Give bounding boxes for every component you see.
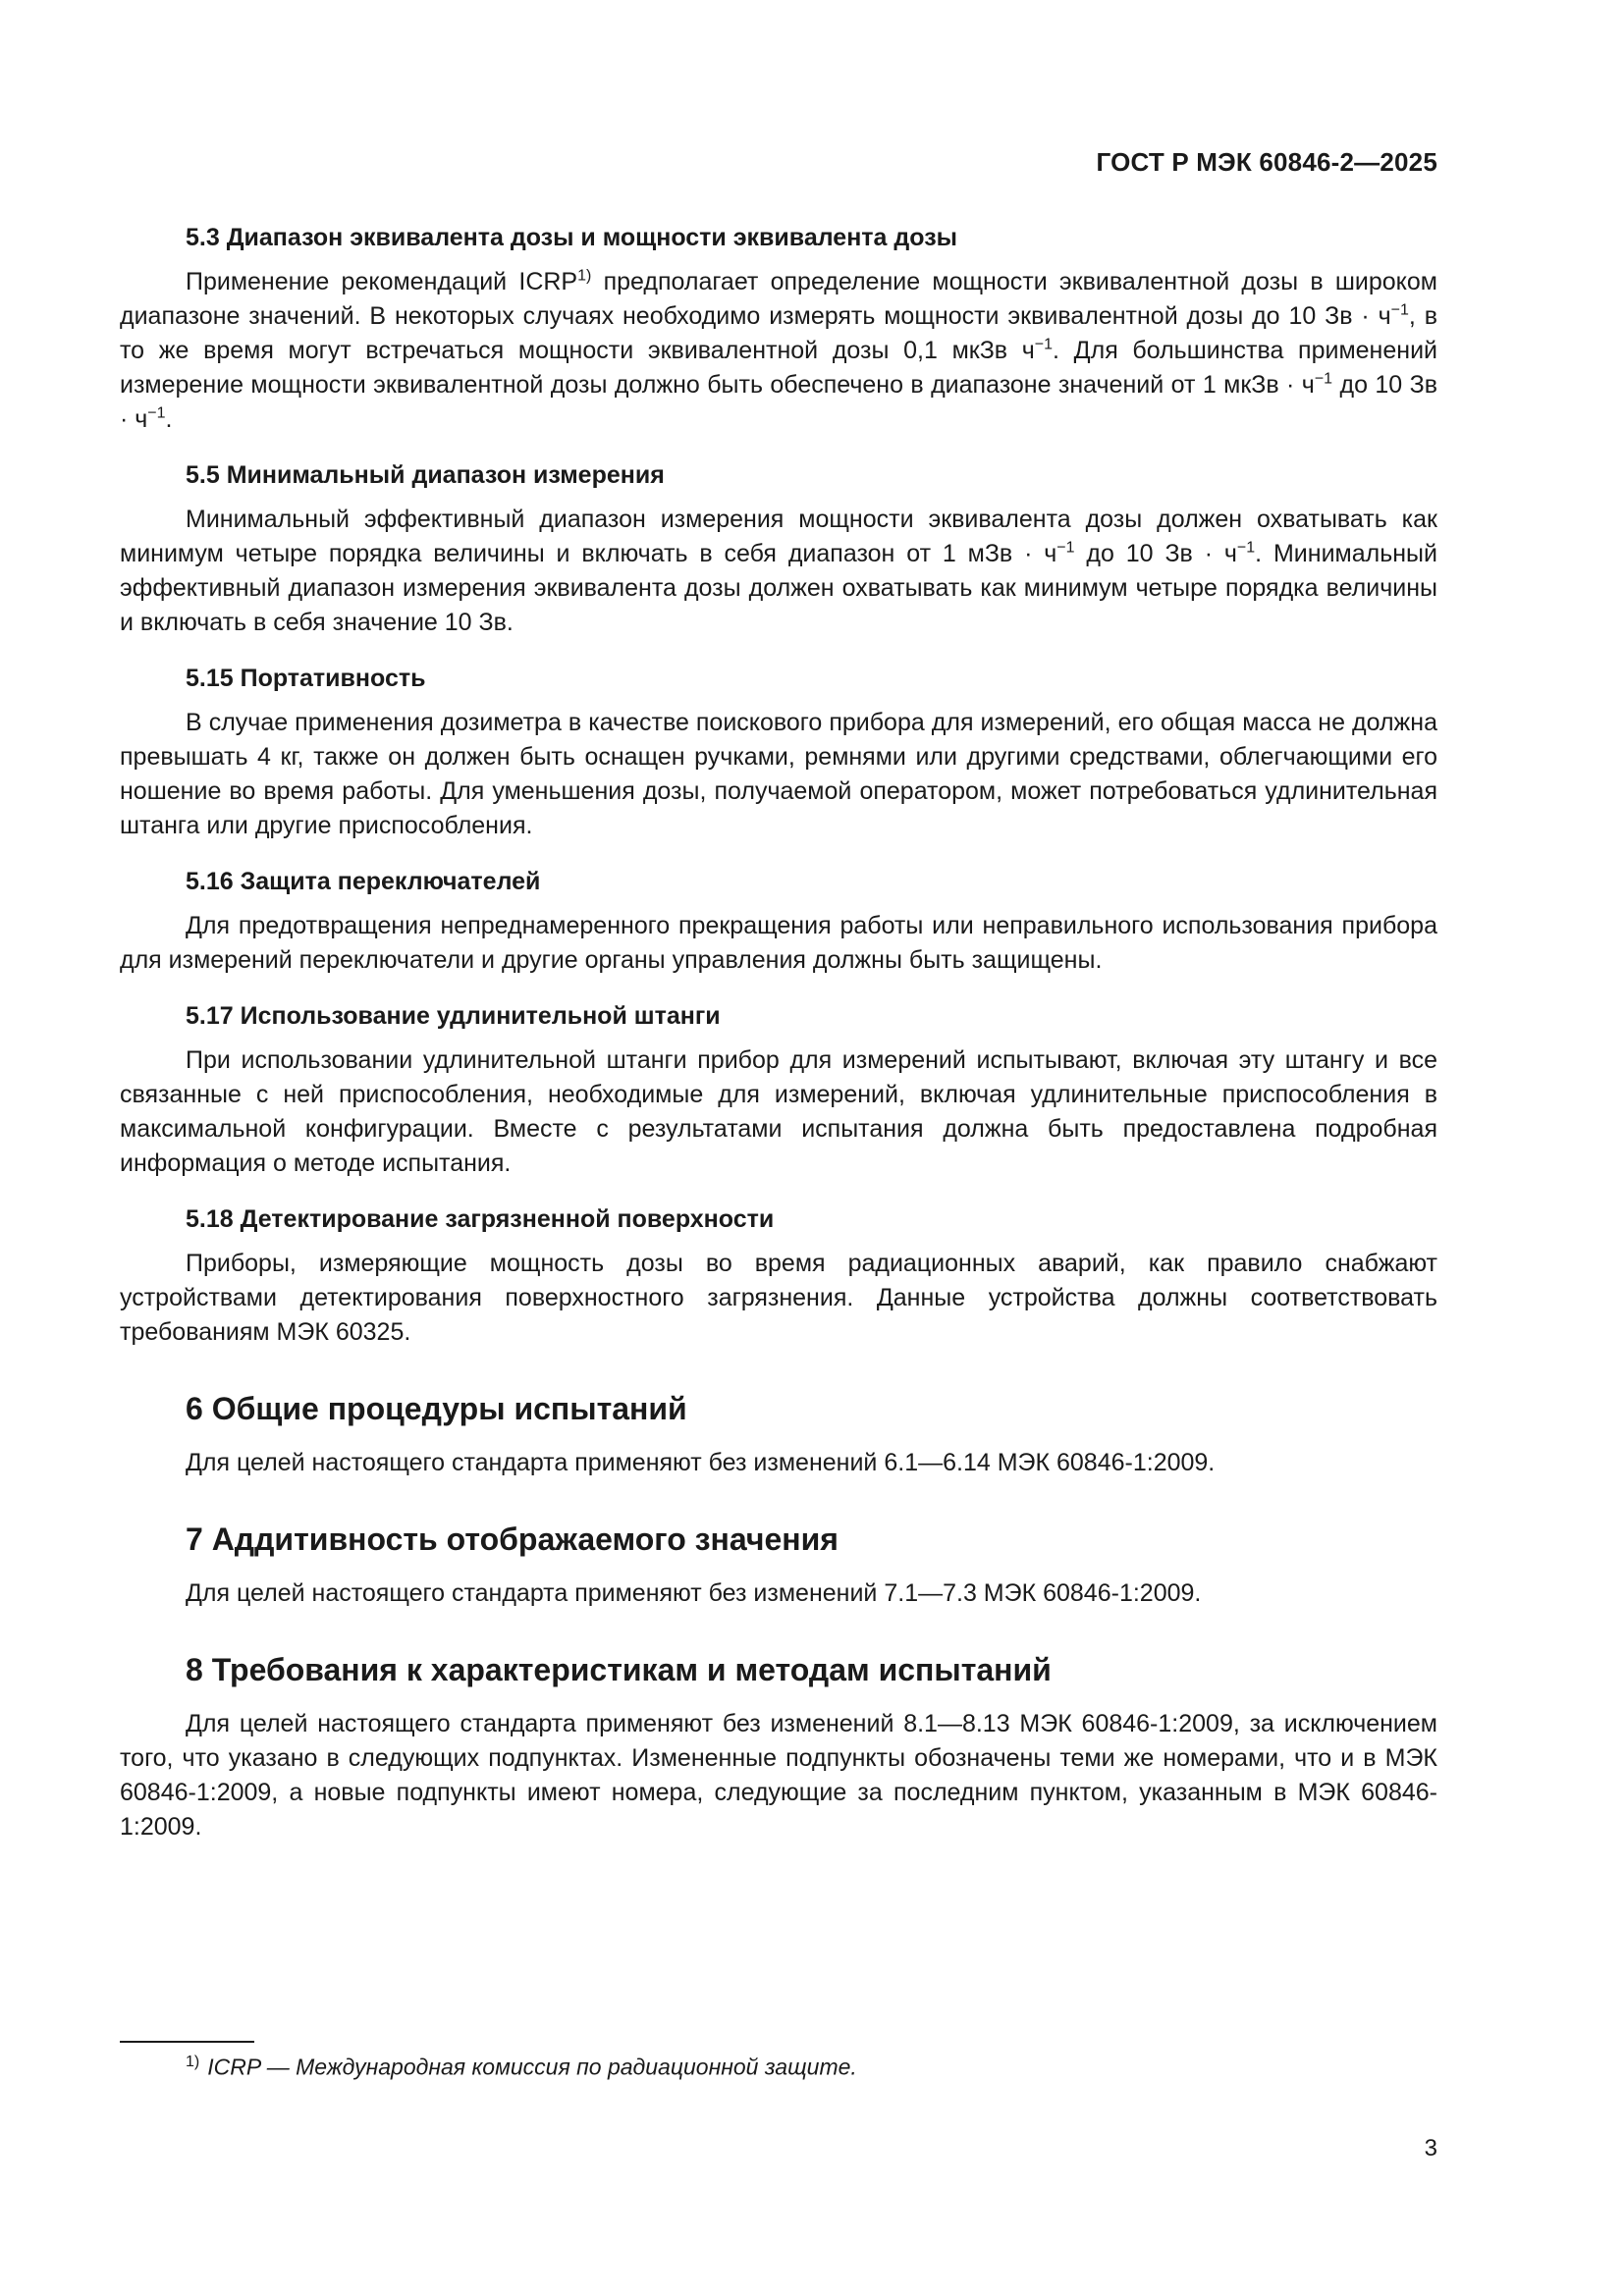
clause-5-16-text: Для предотвращения непреднамеренного прекращения работы или неправильного использования прибора для измерений переключатели и другие органы управления должны быть защищены. bbox=[120, 912, 1437, 974]
exponent: −1 bbox=[147, 404, 166, 422]
section-7-heading: 7 Аддитивность отображаемого значения bbox=[186, 1522, 839, 1557]
clause-5-18-text: Приборы, измеряющие мощность дозы во время радиационных аварий, как правило снабжают устройствами детектирования поверхностного загрязнения. Данные устройства должны соответствовать требованиям МЭК 60325. bbox=[120, 1250, 1437, 1346]
section-6-text: Для целей настоящего стандарта применяют без изменений 6.1—6.14 МЭК 60846-1:2009. bbox=[186, 1449, 1216, 1476]
clause-5-5-text-part: Минимальный эффективный диапазон измерения мощности эквивалента дозы должен охватывать как минимум четыре порядка величины и включать в себя диапазон от 1 мЗв · ч bbox=[120, 506, 1437, 567]
clause-5-15-heading: 5.15 Портативность bbox=[186, 665, 426, 692]
clause-5-16-heading: 5.16 Защита переключателей bbox=[186, 868, 541, 895]
page-number: 3 bbox=[1424, 2135, 1437, 2162]
exponent: −1 bbox=[1056, 539, 1075, 557]
footnote-mark: 1) bbox=[186, 2054, 200, 2070]
exponent: −1 bbox=[1314, 370, 1333, 388]
section-6-heading: 6 Общие процедуры испытаний bbox=[186, 1391, 687, 1426]
exponent: −1 bbox=[1236, 539, 1256, 557]
clause-5-5-text-part: . Минимальный эффективный диапазон измерения эквивалента дозы должен охватывать как минимум четыре порядка величины и включать в себя значение 10 Зв. bbox=[120, 540, 1437, 636]
clause-5-17-text: При использовании удлинительной штанги прибор для измерений испытывают, включая эту штангу и все связанные с ней приспособления, необходимые для измерений, включая удлинительные приспособления в максимальной конфигурации. Вместе с результатами испытания должна быть предоставлена подробная информация о методе испытания. bbox=[120, 1046, 1437, 1177]
clause-5-3-text-part: . bbox=[165, 405, 173, 433]
footnote-divider bbox=[120, 2041, 254, 2043]
footnote-text: ICRP — Международная комиссия по радиационной защите. bbox=[207, 2054, 857, 2080]
section-8-heading: 8 Требования к характеристикам и методам испытаний bbox=[186, 1652, 1052, 1687]
document-code-header: ГОСТ Р МЭК 60846-2—2025 bbox=[1096, 147, 1437, 177]
clause-5-3-text-part: предполагает определение мощности эквивалентной дозы в широком диапазоне значений. В некоторых случаях необходимо измерять мощности эквивалентной дозы до 10 Зв · ч bbox=[120, 268, 1437, 330]
exponent: −1 bbox=[1390, 301, 1409, 319]
clause-5-3-text-part: . Для большинства применений измерение мощности эквивалентной дозы должно быть обеспечено в диапазоне значений от 1 мкЗв · ч bbox=[120, 337, 1438, 399]
section-8-text: Для целей настоящего стандарта применяют без изменений 8.1—8.13 МЭК 60846-1:2009, за исключением того, что указано в следующих подпунктах. Измененные подпункты обозначены теми же номерами, что и в МЭК 60846-1:2009, а новые подпункты имеют номера, следующие за последним пунктом, указанным в МЭК 60846-1:2009. bbox=[120, 1710, 1437, 1841]
clause-5-3-text-part: до 10 Зв · ч bbox=[120, 371, 1437, 433]
footnote-reference: 1) bbox=[577, 267, 592, 285]
footnote bbox=[186, 2054, 857, 2081]
clause-5-15-text: В случае применения дозиметра в качестве поискового прибора для измерений, его общая масса не должна превышать 4 кг, также он должен быть оснащен ручками, ремнями или другими средствами, облегчающими его ношение во время работы. Для уменьшения дозы, получаемой оператором, может потребоваться удлинительная штанга или другие приспособления. bbox=[120, 709, 1437, 839]
document-body bbox=[120, 221, 1437, 1866]
clause-5-5-heading: 5.5 Минимальный диапазон измерения bbox=[186, 461, 665, 489]
clause-5-3-heading: 5.3 Диапазон эквивалента дозы и мощности эквивалента дозы bbox=[186, 224, 957, 251]
clause-5-17-heading: 5.17 Использование удлинительной штанги bbox=[186, 1002, 721, 1030]
clause-5-18-heading: 5.18 Детектирование загрязненной поверхности bbox=[186, 1205, 775, 1233]
clause-5-5-text-part: до 10 Зв · ч bbox=[1074, 540, 1237, 567]
clause-5-3-text-part: , в то же время могут встречаться мощности эквивалентной дозы 0,1 мкЗв ч bbox=[120, 302, 1437, 364]
clause-5-3-text-part: Применение рекомендаций ICRP bbox=[186, 268, 578, 295]
exponent: −1 bbox=[1034, 336, 1054, 353]
clause-5-5-text bbox=[120, 503, 1437, 640]
clause-5-3-text bbox=[120, 265, 1437, 437]
section-7-text: Для целей настоящего стандарта применяют без изменений 7.1—7.3 МЭК 60846-1:2009. bbox=[186, 1579, 1202, 1607]
